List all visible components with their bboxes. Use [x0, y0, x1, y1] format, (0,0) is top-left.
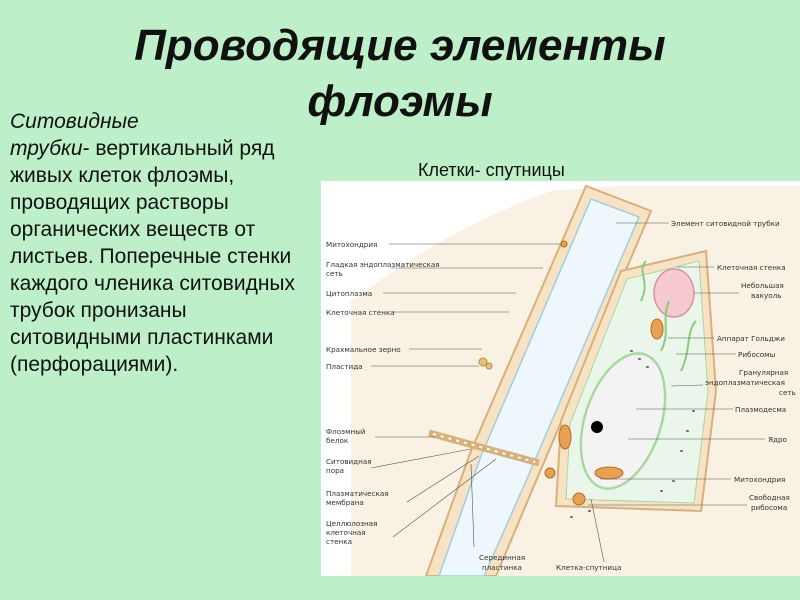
plastid	[486, 363, 492, 369]
label-rough-er-3: сеть	[779, 388, 796, 397]
label-middle-lamella-1: Серединная	[479, 553, 526, 562]
label-mitochondrion-left: Митохондрия	[326, 240, 378, 249]
nucleolus	[591, 421, 603, 433]
label-ribosomes: Рибосомы	[738, 350, 776, 359]
label-plasmodesma: Плазмодесма	[735, 405, 787, 414]
term-sieve-tubes-part2: трубки	[10, 137, 83, 160]
label-middle-lamella-2: пластинка	[482, 563, 522, 572]
mitochondrion	[595, 467, 623, 479]
phloem-diagram	[321, 181, 800, 576]
label-nucleus: Ядро	[768, 435, 787, 444]
slide-title-line-1: Проводящие элементы	[134, 21, 666, 70]
mitochondrion	[573, 493, 585, 505]
label-phloem-protein-2: белок	[326, 436, 349, 445]
label-companion-cell: Клетка-спутница	[556, 563, 622, 572]
label-rough-er-1: Гранулярная	[739, 368, 789, 377]
label-free-ribosome-2: рибосома	[751, 503, 788, 512]
label-plasma-membrane-1: Плазматическая	[326, 489, 389, 498]
slide-title-line-2: флоэмы	[307, 77, 493, 126]
label-cell-wall-right: Клеточная стенка	[717, 263, 786, 272]
term-sieve-tubes-part1: Ситовидные	[10, 110, 139, 133]
small-vacuole	[654, 269, 694, 317]
label-phloem-protein-1: Флоэмный	[326, 427, 366, 436]
phloem-diagram-svg	[321, 181, 800, 576]
label-small-vacuole-2: вакуоль	[751, 291, 782, 300]
label-cell-wall-left: Клеточная стенка	[326, 308, 395, 317]
label-rough-er-2: эндоплазматическая	[705, 378, 785, 387]
label-starch-grain: Крахмальное зерно	[326, 345, 401, 354]
label-sieve-pore-2: пора	[326, 466, 345, 475]
label-plastid: Пластида	[326, 362, 363, 371]
label-smooth-er-2: сеть	[326, 269, 343, 278]
mitochondrion	[651, 319, 663, 339]
label-small-vacuole-1: Небольшая	[741, 281, 784, 290]
label-sieve-pore-1: Ситовидная	[326, 457, 372, 466]
mitochondrion	[545, 468, 555, 478]
mitochondrion	[561, 241, 567, 247]
label-mitochondrion-right: Митохондрия	[734, 475, 786, 484]
companion-cells-caption: Клетки- спутницы	[418, 160, 565, 180]
label-sieve-tube-element: Элемент ситовидной трубки	[671, 219, 780, 228]
definition-paragraph	[10, 108, 300, 378]
label-plasma-membrane-2: мембрана	[326, 498, 364, 507]
label-cellulose-wall-2: клеточная	[326, 528, 366, 537]
definition-text: - вертикальный ряд живых клеток флоэмы, проводящих растворы органических веществ от листьев. Поперечные стенки каждого членика ситовидных трубок пронизаны ситовидными пластинками (перфорациями).	[10, 137, 296, 376]
label-cytoplasm: Цитоплазма	[326, 289, 373, 298]
label-free-ribosome-1: Свободная	[749, 493, 790, 502]
label-golgi: Аппарат Гольджи	[717, 334, 785, 343]
label-cellulose-wall-3: стенка	[326, 537, 353, 546]
label-cellulose-wall-1: Целлюлозная	[326, 519, 378, 528]
mitochondrion	[559, 425, 571, 449]
label-smooth-er-1: Гладкая эндоплазматическая	[326, 260, 440, 269]
